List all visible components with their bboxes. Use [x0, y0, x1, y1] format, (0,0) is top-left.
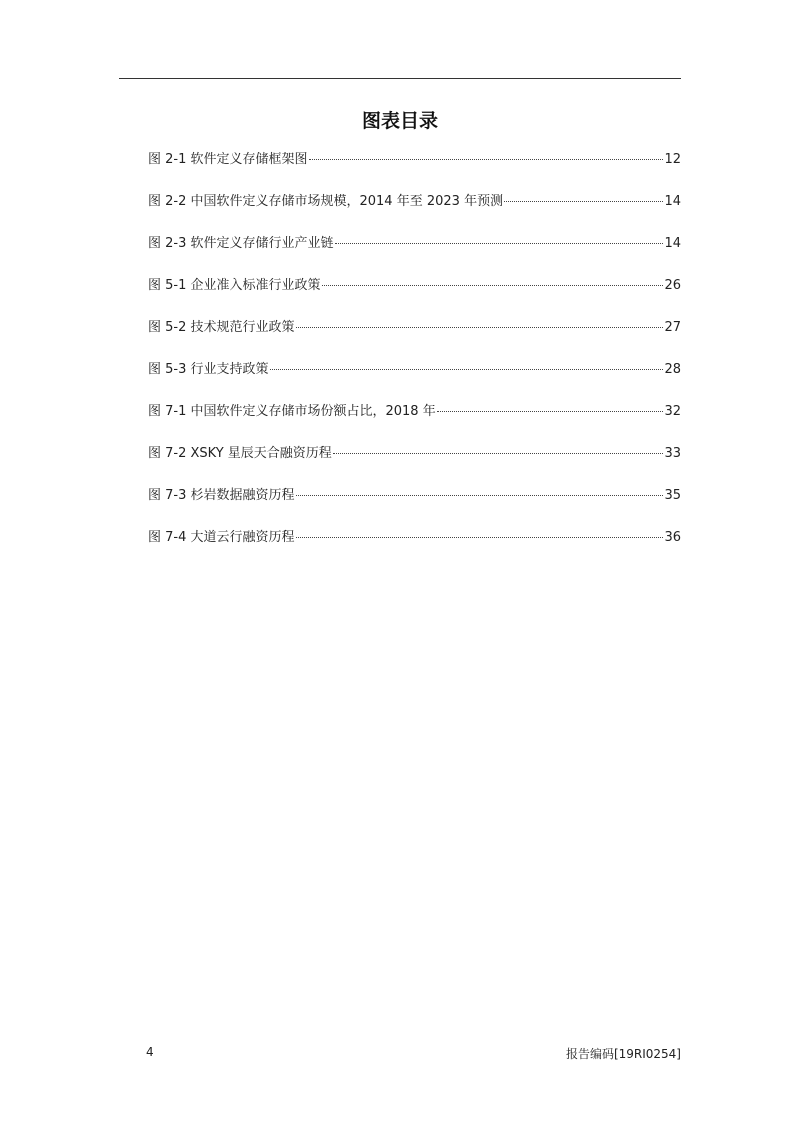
toc-list	[148, 148, 681, 568]
toc-entry-page: 27	[664, 320, 681, 335]
toc-entry-label: 图 7-1 中国软件定义存储市场份额占比，2018 年	[148, 404, 436, 419]
header-rule	[119, 78, 681, 79]
toc-entry-page: 14	[664, 236, 681, 251]
toc-entry-label: 图 7-4 大道云行融资历程	[148, 530, 295, 545]
toc-entry-7-1[interactable]	[148, 400, 681, 442]
toc-entry-page: 12	[664, 152, 681, 167]
toc-dot-leader	[270, 369, 664, 370]
toc-entry-2-2[interactable]	[148, 190, 681, 232]
toc-entry-label: 图 5-1 企业准入标准行业政策	[148, 278, 321, 293]
toc-entry-7-3[interactable]	[148, 484, 681, 526]
toc-dot-leader	[322, 285, 664, 286]
toc-entry-label: 图 2-3 软件定义存储行业产业链	[148, 236, 334, 251]
toc-entry-page: 32	[664, 404, 681, 419]
toc-entry-7-2[interactable]	[148, 442, 681, 484]
toc-dot-leader	[333, 453, 664, 454]
toc-entry-label: 图 7-2 XSKY 星辰天合融资历程	[148, 446, 332, 461]
toc-dot-leader	[504, 201, 663, 202]
toc-dot-leader	[437, 411, 664, 412]
toc-entry-5-2[interactable]	[148, 316, 681, 358]
toc-entry-label: 图 7-3 杉岩数据融资历程	[148, 488, 295, 503]
toc-entry-page: 28	[664, 362, 681, 377]
toc-entry-page: 36	[664, 530, 681, 545]
footer-page-number: 4	[146, 1045, 154, 1059]
toc-dot-leader	[296, 327, 664, 328]
toc-entry-label: 图 5-3 行业支持政策	[148, 362, 269, 377]
toc-entry-page: 33	[664, 446, 681, 461]
toc-entry-5-1[interactable]	[148, 274, 681, 316]
toc-entry-page: 35	[664, 488, 681, 503]
footer-report-code: 报告编码[19RI0254]	[565, 1047, 681, 1061]
toc-title: 图表目录	[361, 110, 438, 132]
toc-entry-label: 图 2-1 软件定义存储框架图	[148, 152, 308, 167]
toc-dot-leader	[296, 537, 664, 538]
toc-entry-5-3[interactable]	[148, 358, 681, 400]
toc-entry-label: 图 5-2 技术规范行业政策	[148, 320, 295, 335]
toc-dot-leader	[309, 159, 664, 160]
toc-entry-label: 图 2-2 中国软件定义存储市场规模，2014 年至 2023 年预测	[148, 194, 504, 209]
toc-entry-2-1[interactable]	[148, 148, 681, 190]
toc-dot-leader	[296, 495, 664, 496]
toc-dot-leader	[335, 243, 664, 244]
toc-entry-2-3[interactable]	[148, 232, 681, 274]
toc-entry-page: 26	[664, 278, 681, 293]
toc-entry-7-4[interactable]	[148, 526, 681, 568]
toc-entry-page: 14	[664, 194, 681, 209]
